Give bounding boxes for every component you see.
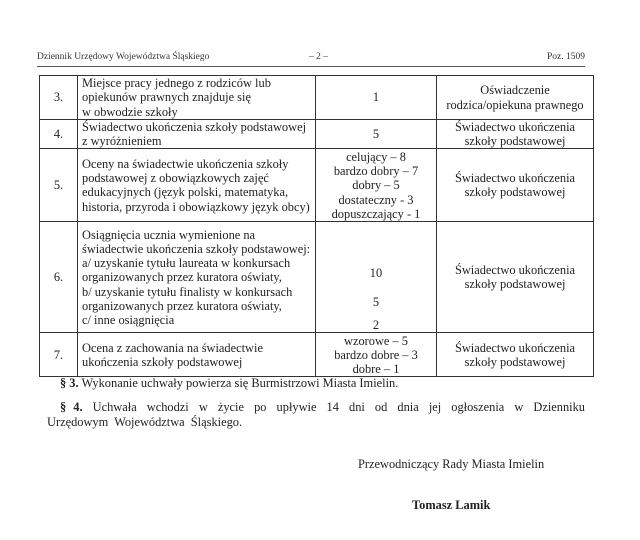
paragraph-text: Wykonanie uchwały powierza się Burmistrzowi Miasta Imielin. <box>78 376 399 390</box>
criterion-document: Świadectwo ukończenia szkoły podstawowej <box>437 120 594 149</box>
table-row <box>40 149 594 222</box>
criterion-description: Miejsce pracy jednego z rodziców lub opiekunów prawnych znajduje się w obwodzie szkoły <box>78 76 316 120</box>
criterion-points: 5 <box>316 120 437 149</box>
journal-title: Dziennik Urzędowy Województwa Śląskiego <box>37 52 210 62</box>
paragraph-3 <box>60 376 398 391</box>
page-header <box>37 49 585 67</box>
criterion-points: wzorowe – 5 bardzo dobre – 3 dobre – 1 <box>316 333 437 377</box>
paragraph-text: Uchwała wchodzi w życie po upływie 14 dni od dnia jej ogłoszenia w Dzienniku Urzędowym Województwa Śląskiego. <box>47 400 585 429</box>
table-row <box>40 120 594 149</box>
table-row <box>40 76 594 120</box>
criterion-document: Świadectwo ukończenia szkoły podstawowej <box>437 149 594 222</box>
criterion-document: Oświadczenie rodzica/opiekuna prawnego <box>437 76 594 120</box>
page-number: – 2 – <box>309 52 328 62</box>
criterion-points: 10 5 2 <box>316 222 437 333</box>
paragraph-label: § 4. <box>60 400 83 414</box>
paragraph-label: § 3. <box>60 376 79 390</box>
criterion-description: Ocena z zachowania na świadectwie ukończenia szkoły podstawowej <box>78 333 316 377</box>
criterion-description: Oceny na świadectwie ukończenia szkoły podstawowej z obowiązkowych zajęć edukacyjnych (język polski, matematyka, historia, przyroda i obowiązkowy język obcy) <box>78 149 316 222</box>
criterion-points: 1 <box>316 76 437 120</box>
signatory-title: Przewodniczący Rady Miasta Imielin <box>358 457 545 471</box>
row-number: 6. <box>40 222 78 333</box>
position-number: Poz. 1509 <box>547 52 585 62</box>
criterion-description: Osiągnięcia ucznia wymienione na świadectwie ukończenia szkoły podstawowej: a/ uzyskanie tytułu laureata w konkursach organizowanych przez kuratora oświaty, b/ uzyskanie tytułu finalisty w konkursach organizowanych przez kuratora oświaty, c/ inne osiągnięcia <box>78 222 316 333</box>
table-row <box>40 333 594 377</box>
criteria-table <box>39 75 594 377</box>
criterion-document: Świadectwo ukończenia szkoły podstawowej <box>437 222 594 333</box>
row-number: 4. <box>40 120 78 149</box>
row-number: 7. <box>40 333 78 377</box>
criterion-document: Świadectwo ukończenia szkoły podstawowej <box>437 333 594 377</box>
criterion-description: Świadectwo ukończenia szkoły podstawowej z wyróżnieniem <box>78 120 316 149</box>
row-number: 5. <box>40 149 78 222</box>
signatory-name: Tomasz Lamik <box>412 498 491 512</box>
criterion-points: celujący – 8 bardzo dobry – 7 dobry – 5 dostateczny - 3 dopuszczający - 1 <box>316 149 437 222</box>
paragraph-4 <box>47 400 585 430</box>
table-row <box>40 222 594 333</box>
row-number: 3. <box>40 76 78 120</box>
